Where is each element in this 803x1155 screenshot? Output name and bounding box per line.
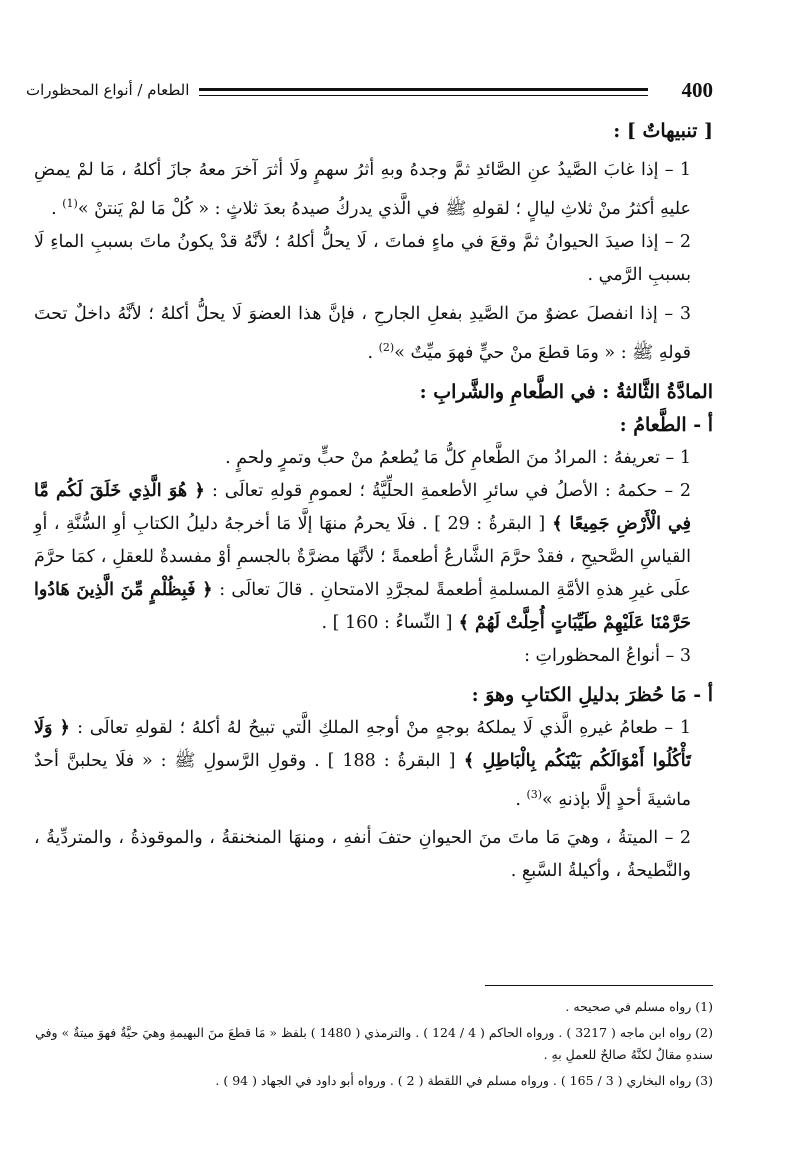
page-header xyxy=(26,76,713,104)
note-1-text: 1 – إذا غابَ الصَّيدُ عنِ الصَّائدِ ثمَّ وجدهُ وبهِ أثرُ سهمٍ ولَا أثرَ آخرَ معهُ جازَ أكلهُ ، مَا لمْ يمضِ عليهِ أكثرُ منْ ثلاثِ ليالٍ ؛ لقولهِ ﷺ في الَّذي يدركُ صيدهُ بعدَ ثلاثٍ : « كُلْ مَا لمْ يَنتنْ » xyxy=(34,160,691,219)
note-1 xyxy=(34,154,713,226)
footnote-ref-3: (3) xyxy=(526,787,543,801)
item-1 xyxy=(34,712,713,817)
note-3-end: . xyxy=(367,342,379,363)
note-3 xyxy=(34,298,713,370)
ruling-text-b: [ البقرةُ : 29 ] . فلَا يحرمُ منهَا إلَّا مَا أخرجهُ دليلُ الكتابِ أوِ السُّنَّةِ ، أوِ القياسِ الصَّحيحِ ، فقدْ حرَّمَ الشَّارعُ أطعمةً ؛ لأنَّهَا مضرَّةٌ بالجسمِ أوْ مفسدةٌ للعقلِ ، كمَا حرَّمَ علَى غيرِ هذهِ الأمَّةِ المسلمةِ أطعمةً لمجرَّدِ الامتحانِ . قالَ تعالَى : xyxy=(34,513,692,600)
footnote-ref-1: (1) xyxy=(62,197,78,210)
prohibited-heading: أ - مَا حُظرَ بدليلِ الكتابِ وهوَ : xyxy=(471,683,713,706)
ruling-text-a: 2 – حكمهُ : الأصلُ في سائرِ الأطعمةِ الحلِّيَّةُ ؛ لعمومِ قولهِ تعالَى : xyxy=(212,480,691,501)
note-3-text: 3 – إذا انفصلَ عضوٌ منَ الصَّيدِ بفعلِ الجارحِ ، فإنَّ هذا العضوَ لَا يحلُّ أكلهُ ؛ لأنَّهُ داخلٌ تحتَ قولهِ ﷺ : « ومَا قطعَ منْ حيٍّ فهوَ ميِّتٌ » xyxy=(34,303,691,363)
item-1-text-b: [ البقرةُ : 188 ] . وقولِ الرَّسولِ ﷺ : « فلَا يحلبنَّ أحدٌ ماشيةَ أحدٍ إلَّا بإذنهِ » xyxy=(34,750,691,810)
types-line: 3 – أنواعُ المحظوراتِ : xyxy=(524,645,691,666)
notes-heading: [ تنبيهاتٌ ] : xyxy=(613,120,713,142)
header-rule xyxy=(199,88,648,96)
item-2: 2 – الميتةُ ، وهيَ مَا ماتَ منَ الحيوانِ حتفَ أنفهِ ، ومنهَا المنخنقةُ ، والموقوذةُ ، والمتردِّيةُ ، والنَّطيحةُ ، وأكيلةُ السَّبعِ . xyxy=(34,828,691,882)
footnote-3: (3) رواه البخاري ( 3 / 165 ) . ورواه مسلم في اللقطة ( 2 ) . ورواه أبو داود في الجهاد ( 94 ) . xyxy=(215,1073,713,1088)
item-1-end: . xyxy=(515,789,527,810)
definition: 1 – تعريفهُ : المرادُ منَ الطَّعامِ كلُّ مَا يُطعمُ منْ حبٍّ وتمرٍ ولحمٍ . xyxy=(225,447,691,468)
page-number: 400 xyxy=(681,77,713,102)
quran-verse-1: ﴿ هُوَ الَّذِي خَلَقَ لَكُم مَّا فِي الْأَرْضِ جَمِيعًا ﴾ xyxy=(34,480,691,534)
main-text xyxy=(34,115,713,888)
article-3-heading: المادَّةُ الثَّالثةُ : في الطَّعامِ والشَّرابِ : xyxy=(419,380,713,403)
section-a-heading: أ - الطَّعامُ : xyxy=(619,413,713,436)
footnote-1: (1) رواه مسلم في صحيحه . xyxy=(565,999,713,1014)
quran-verse-2: ﴿ فَبِظُلْمٍ مِّنَ الَّذِينَ هَادُوا حَرَّمْنَا عَلَيْهِمْ طَيِّبَاتٍ أُحِلَّتْ لَهُمْ ﴾ xyxy=(34,579,691,633)
ruling xyxy=(34,475,713,640)
running-head: الطعام / أنواع المحظورات xyxy=(26,81,190,99)
note-2: 2 – إذا صيدَ الحيوانُ ثمَّ وقعَ في ماءٍ فماتَ ، لَا يحلُّ أكلهُ ؛ لأنَّهُ قدْ يكونُ ماتَ بسببِ الماءِ لَا بسببِ الرَّمي . xyxy=(34,231,691,285)
footnote-ref-2: (2) xyxy=(378,340,395,354)
footnote-rule xyxy=(485,985,713,986)
footnote-2: (2) رواه ابن ماجه ( 3217 ) . ورواه الحاكم ( 4 / 124 ) . والترمذي ( 1480 ) بلفظ « مَا قطعَ منَ البهيمةِ وهيَ حيَّةٌ فهوَ ميتةٌ » وفي سندهِ مقالٌ لكنَّهُ صالحٌ للعملِ بهِ . xyxy=(35,1025,713,1062)
ruling-text-c: [ النِّساءُ : 160 ] . xyxy=(321,612,453,633)
footnotes xyxy=(34,996,713,1096)
item-1-text-a: 1 – طعامُ غيرهِ الَّذي لَا يملكهُ بوجهٍ منْ أوجهِ الملكِ الَّتي تبيحُ لهُ أكلهُ ؛ لقولهِ تعالَى : xyxy=(77,717,691,738)
note-1-end: . xyxy=(51,198,63,219)
quran-verse-3: ﴿ وَلَا تَأْكُلُوا أَمْوَالَكُم بَيْنَكُم بِالْبَاطِلِ ﴾ xyxy=(34,717,691,771)
